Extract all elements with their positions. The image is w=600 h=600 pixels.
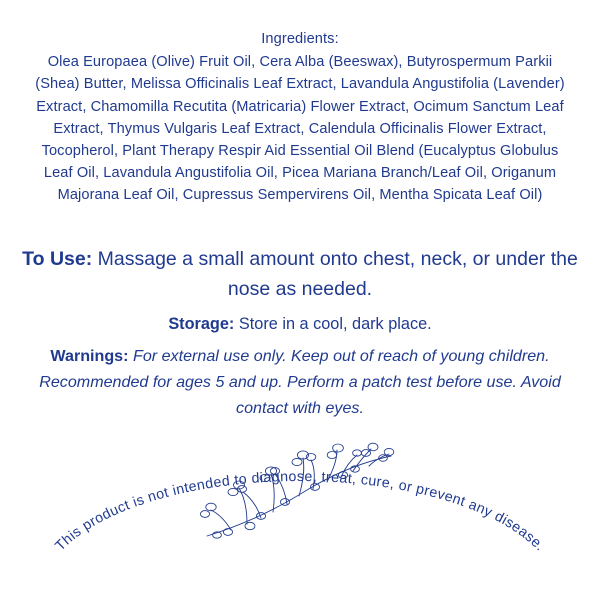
- warnings-line: [18, 343, 582, 421]
- disclaimer-text: This product is not intended to diagnose, treat, cure, or prevent any disease.: [52, 468, 548, 555]
- storage-text: Store in a cool, dark place.: [238, 315, 432, 334]
- storage-label: Storage:: [168, 315, 235, 334]
- ingredients-list: Olea Europaea (Olive) Fruit Oil, Cera Alba (Beeswax), Butyrospermum Parkii (Shea) Butter, Melissa Officinalis Leaf Extract, Lavandula Angustifolia (Lavender) Extract, Chamomilla Recutita (Matricaria) Flower Extract, Ocimum Sanctum Leaf Extract, Thymus Vulgaris Leaf Extract, Calendula Officinalis Flower Extract, Tocopherol, Plant Therapy Respir Aid Essential Oil Blend (Eucalyptus Globulus Leaf Oil, Lavandula Angustifolia Oil, Picea Mariana Branch/Leaf Oil, Origanum Majorana Leaf Oil, Cupressus Sempervirens Oil, Mentha Spicata Leaf Oil): [35, 54, 565, 204]
- storage-line: [18, 312, 582, 336]
- ingredients-block: [30, 28, 570, 206]
- to-use-label: To Use:: [22, 248, 93, 270]
- to-use-line: [18, 245, 582, 304]
- disclaimer-arc: [0, 418, 600, 600]
- usage-block: [18, 245, 582, 421]
- warnings-label: Warnings:: [50, 346, 129, 365]
- ingredients-heading: Ingredients:: [261, 31, 339, 47]
- to-use-text: Massage a small amount onto chest, neck, or under the nose as needed.: [97, 248, 578, 300]
- warnings-text: For external use only. Keep out of reach of young children. Recommended for ages 5 and up. Perform a patch test before use. Avoid contact with eyes.: [39, 346, 561, 417]
